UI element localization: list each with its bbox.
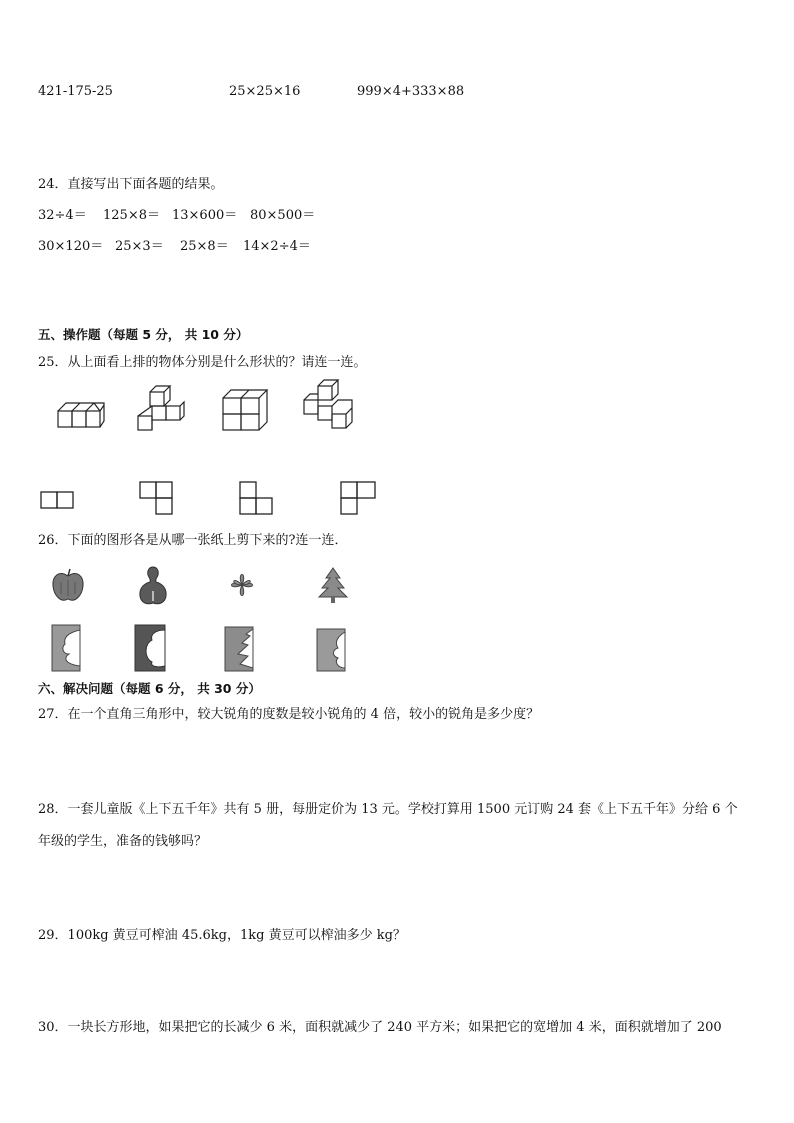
q29-text: 29．100kg 黄豆可榨油 45.6kg，1kg 黄豆可以榨油多少 kg？ <box>38 928 406 943</box>
calc-expression-2: 25×25×16 <box>229 84 301 99</box>
q30-text: 30．一块长方形地，如果把它的长减少 6 米，面积就减少了 240 平方米；如果把它的宽增加 4 米，面积就增加了 200 <box>38 1020 722 1035</box>
q28-text-line1: 28．一套儿童版《上下五千年》共有 5 册，每册定价为 13 元。学校打算用 1500 元订购 24 套《上下五千年》分给 6 个 <box>38 802 738 817</box>
calc-expression-1: 421-175-25 <box>38 84 113 99</box>
paper-1 <box>51 624 81 672</box>
q24-item: 125×8＝ <box>103 208 160 223</box>
paper-2 <box>134 624 166 672</box>
cube-stack-1 <box>56 395 106 431</box>
q24-item: 13×600＝ <box>172 208 238 223</box>
q28-text-line2: 年级的学生，准备的钱够吗？ <box>38 834 208 849</box>
paper-3 <box>224 626 254 672</box>
q24-item: 14×2÷4＝ <box>243 239 311 254</box>
paper-4 <box>316 628 346 672</box>
q27-text: 27．在一个直角三角形中，较大锐角的度数是较小锐角的 4 倍，较小的锐角是多少度？ <box>38 707 540 722</box>
q24-item: 32÷4＝ <box>38 208 87 223</box>
q24-item: 80×500＝ <box>250 208 316 223</box>
apple-icon <box>49 566 87 604</box>
top-view-3 <box>239 481 275 517</box>
section-heading-5: 五、操作题（每题 5 分， 共 10 分） <box>38 327 249 342</box>
flower-icon <box>222 567 262 603</box>
cube-stack-4 <box>300 378 356 432</box>
section-heading-6: 六、解决问题（每题 6 分， 共 30 分） <box>38 681 261 696</box>
q26-title: 26．下面的图形各是从哪一张纸上剪下来的?连一连． <box>38 533 348 548</box>
q24-title: 24．直接写出下面各题的结果。 <box>38 177 224 192</box>
q25-title: 25．从上面看上排的物体分别是什么形状的？请连一连。 <box>38 355 367 370</box>
top-view-1 <box>40 491 76 509</box>
q24-item: 30×120＝ <box>38 239 104 254</box>
cube-stack-2 <box>136 382 188 434</box>
cube-stack-3 <box>221 388 269 434</box>
calc-expression-3: 999×4+333×88 <box>357 84 465 99</box>
q24-item: 25×8＝ <box>180 239 229 254</box>
gourd-icon <box>137 565 169 607</box>
tree-icon <box>316 566 350 604</box>
top-view-2 <box>139 481 175 517</box>
top-view-4 <box>340 481 378 517</box>
q24-item: 25×3＝ <box>115 239 164 254</box>
